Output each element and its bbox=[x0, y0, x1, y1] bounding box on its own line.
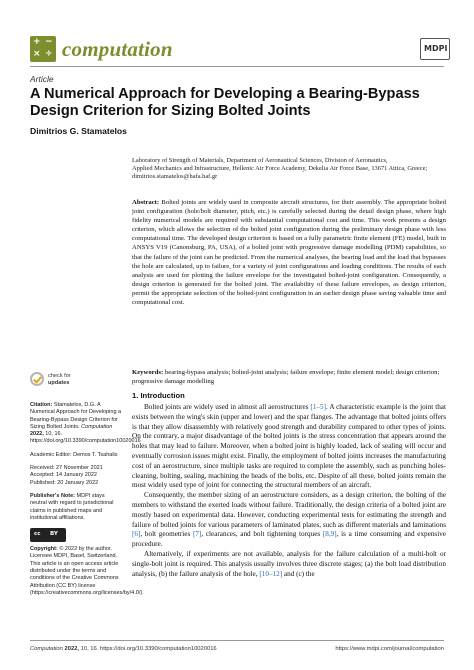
citation bbox=[30, 402, 141, 446]
text: , is a time consuming and expensive procedure. bbox=[132, 530, 446, 549]
keywords bbox=[132, 368, 446, 386]
author-email[interactable]: dimitrios.stamatelos@hafa.haf.gr bbox=[132, 173, 218, 181]
text: . A characteristic example is the joint that exists between the wing's skin (upper and lower) and the spar flanges. The advantage that bolted joints offers is that they allow disassembly with relatively good strength and durability compared to other types of joints. On the contrary, a major disadvantage of the bolted joints is the stress concentration that appears around the holes that may lead to failure. Moreover, when a bolted joint is highly loaded, lack of sealing will occur and eventually corrosion issues might exist. Finally, the employment of bolted joints increases the manufacturing cost of an aerostructure, since multiple tasks are required to complete the assembly, such as punching holes-cleaning, bolting, sealing, machining the heads of the bolts, etc. Despite of all these, bolted joints remain the most widely used type of joint for connecting the structural members of an aircraft. bbox=[132, 403, 446, 490]
dates bbox=[30, 465, 122, 487]
academic-editor: Academic Editor: Demos T. Tsahalis bbox=[30, 451, 118, 458]
check-updates-line: updates bbox=[48, 379, 70, 386]
keywords-text: bearing-bypass analysis; bolted-joint analysis; failure envelope; finite element model; design criterion; progressive damage modelling bbox=[132, 369, 440, 386]
footer-divider bbox=[30, 640, 444, 641]
footer-journal: Computation bbox=[30, 646, 63, 652]
affiliation-line: Laboratory of Strength of Materials, Department of Aeronautical Sciences, Division of Aeronautics, bbox=[132, 157, 388, 164]
citation-journal: Computation bbox=[81, 423, 113, 430]
plus-symbol: + bbox=[33, 37, 41, 47]
by-label: BY bbox=[50, 531, 58, 538]
paragraph bbox=[132, 491, 446, 550]
article-type: Article bbox=[30, 74, 54, 84]
published-date: Published: 20 January 2022 bbox=[30, 479, 99, 486]
text: Consequently, the member sizing of an aerostructure considers, as a design criterion, the bolting of the members to withstand the exerted loads without failure. Traditionally, the design criteria of a bolted joint are mostly based on experimental data. However, conducting experimental tests for estimating the strength and failure of bolted joints for various parameters of laminated plates, such as different materials and laminations bbox=[132, 491, 446, 529]
reference-link[interactable]: [8,9] bbox=[322, 530, 337, 539]
paragraph bbox=[132, 550, 446, 579]
text: Bolted joints are widely used in almost all aerostructures bbox=[144, 403, 311, 411]
affiliation-line: Applied Mechanics and Infrastructure, Hellenic Air Force Academy, Dekelia Air Force Base, 13671 Attica, Greece; bbox=[132, 165, 428, 173]
author-name: Dimitrios G. Stamatelos bbox=[30, 126, 127, 136]
citation-label: Citation: bbox=[30, 402, 53, 408]
abstract bbox=[132, 198, 446, 307]
citation-year: 2022, bbox=[30, 431, 44, 438]
publisher-note-text: MDPI stays neutral with regard to jurisdictional claims in published maps and institutional affiliations. bbox=[30, 492, 114, 521]
text: Alternatively, if experiments are not available, analysis for the failure calculation of a multi-bolt or single-bolt joint is required. This analysis usually involves three discrete stages; (a) the bolt load distribution analysis, (b) the failure analysis of the hole, bbox=[132, 549, 446, 578]
article-title: A Numerical Approach for Developing a Bearing-Bypass Design Criterion for Sizing Bolted Joints bbox=[30, 86, 420, 119]
citation-text: Stamatelos, D.G. A Numerical Approach for Developing a Bearing-Bypass Design Criterion for Sizing Bolted Joints. bbox=[30, 402, 122, 430]
publisher-note-label: Publisher's Note: bbox=[30, 492, 76, 499]
abstract-label: Abstract: bbox=[132, 199, 160, 206]
minus-symbol: − bbox=[45, 37, 53, 47]
text: , clearances, and bolt tightening torques bbox=[201, 530, 323, 539]
citation-doi[interactable]: 10, 16. https://doi.org/10.3390/computation10020016 bbox=[30, 431, 141, 445]
page-footer bbox=[30, 646, 444, 652]
received-date: Received: 27 November 2021 bbox=[30, 465, 103, 472]
affiliation bbox=[132, 157, 452, 182]
text: , bolt geometries bbox=[140, 530, 193, 539]
text: and (c) the bbox=[282, 569, 315, 578]
check-updates-icon bbox=[30, 372, 44, 386]
times-symbol: × bbox=[33, 49, 41, 59]
reference-link[interactable]: [1–5] bbox=[310, 403, 326, 411]
check-updates-line: check for bbox=[48, 373, 71, 379]
section-heading: 1. Introduction bbox=[132, 391, 185, 400]
footer-journal-url[interactable]: https://www.mdpi.com/journal/computation bbox=[335, 646, 444, 652]
reference-link[interactable]: [10–12] bbox=[259, 569, 283, 578]
article-sidebar bbox=[30, 372, 144, 603]
accepted-date: Accepted: 14 January 2022 bbox=[30, 472, 97, 479]
copyright-label: Copyright: bbox=[30, 546, 58, 553]
cc-by-license-icon[interactable] bbox=[30, 528, 66, 542]
reference-link[interactable]: [6] bbox=[132, 530, 141, 539]
journal-name[interactable]: computation bbox=[62, 37, 173, 61]
check-updates-label bbox=[48, 373, 71, 386]
publisher-note bbox=[30, 493, 122, 522]
copyright-text: © 2022 by the author. Licensee MDPI, Basel, Switzerland. This article is an open access article distributed under the terms and conditions of the Creative Commons Attribution (CC BY) license (https://creativecommons.org/licenses/by/4.0/). bbox=[30, 546, 144, 596]
divide-symbol: ÷ bbox=[45, 49, 53, 59]
copyright bbox=[30, 546, 144, 597]
journal-header bbox=[30, 36, 450, 62]
journal-logo-icon bbox=[30, 36, 56, 62]
introduction-body bbox=[132, 403, 446, 579]
mdpi-logo-icon[interactable] bbox=[420, 38, 450, 60]
reference-link[interactable]: [7] bbox=[192, 530, 202, 539]
footer-doi[interactable]: 10, 16. https://doi.org/10.3390/computation10020016 bbox=[80, 646, 217, 652]
header-divider bbox=[30, 66, 444, 67]
keywords-label: Keywords: bbox=[132, 369, 164, 376]
publisher-name: MDPI bbox=[424, 44, 448, 53]
abstract-text: Bolted joints are widely used in composite aircraft structures, for their assembly. The appropriate bolted joint configuration (hole/bolt diameter, pitch, etc.) is carefully selected during the detail design phase, where high fidelity numerical models are required with substantial computational cost and time. This work presents a design criterion, which allows the selection of the bolted joint configuration during the preliminary design phase with less computational time. The developed design criterion is based on a fully parametric finite element (FE) model, built in ANSYS V19 (Canonsburg, PA, USA), of a bolted joint with progressive damage modelling (PDM) capabilities, so that the failure of the joint can be predicted. From the numerical analyses, the bearing load and the load that bypasses the hole are calculated, up to failure, for a variety of joint configurations and loading conditions. The results of each analysis are used for plotting the failure envelope for the investigated bolted-joint configuration. Consequently, a design criterion is generated for the bolted joint. The availability of these failure envelopes, as design criterion, permit the appropriate selection of the bolted-joint configuration in an earlier design phase saving valuable time and computational cost. bbox=[132, 199, 446, 307]
cc-label: cc bbox=[34, 531, 41, 538]
footer-year: 2022, bbox=[64, 646, 80, 652]
check-for-updates-button[interactable] bbox=[30, 372, 122, 396]
paragraph bbox=[132, 403, 446, 491]
